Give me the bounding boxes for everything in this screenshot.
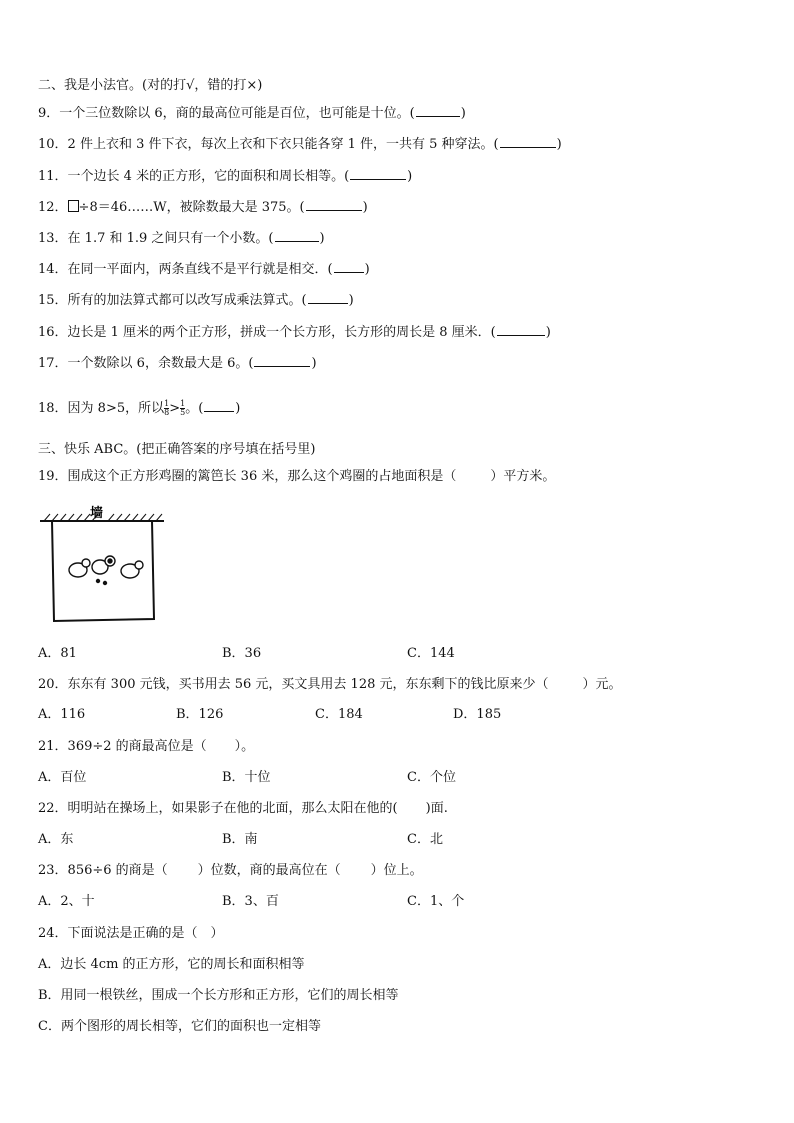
question-22: 22．明明站在操场上，如果影子在他的北面，那么太阳在他的( )面. — [38, 801, 448, 816]
q19-option-a[interactable]: A．81 — [38, 646, 77, 661]
question-18: 18．因为 8>5，所以 $\frac{1}{8}$ > $\frac{1}{5}$ 。( ) — [38, 399, 241, 417]
question-9: 9．一个三位数除以 6，商的最高位可能是百位，也可能是十位。( ) — [38, 103, 466, 123]
answer-blank[interactable] — [254, 353, 310, 367]
question-text: 一个三位数除以 6，商的最高位可能是百位，也可能是十位。( — [59, 106, 415, 121]
question-text: 20．东东有 300 元钱，买书用去 56 元，买文具用去 128 元，东东剩下的钱比原来少（ — [38, 677, 549, 692]
q20-option-d[interactable]: D．185 — [453, 707, 502, 722]
question-text: 21．369÷2 的商最高位是（ — [38, 739, 207, 754]
question-text: ÷8＝46……W，被除数最大是 375。( — [78, 200, 305, 215]
question-text: 一个边长 4 米的正方形，它的面积和周长相等。( — [67, 169, 350, 184]
fraction-one-fifth: $\frac{1}{5}$ — [180, 399, 186, 417]
chicken-pen-figure — [38, 503, 168, 625]
q21-option-b[interactable]: B．十位 — [222, 770, 271, 785]
q20-option-b[interactable]: B．126 — [176, 707, 224, 722]
q23-option-c[interactable]: C．1、个 — [407, 894, 465, 909]
question-16: 16．边长是 1 厘米的两个正方形，拼成一个长方形，长方形的周长是 8 厘米．( ) — [38, 322, 551, 342]
q22-option-c[interactable]: C．北 — [407, 832, 443, 847]
answer-blank[interactable] — [497, 322, 545, 336]
question-text: 所有的加法算式都可以改写成乘法算式。( — [67, 293, 307, 308]
q22-option-a[interactable]: A．东 — [38, 832, 74, 847]
q24-option-a[interactable]: A．边长 4cm 的正方形，它的周长和面积相等 — [38, 957, 305, 972]
question-11: 11．一个边长 4 米的正方形，它的面积和周长相等。( ) — [38, 166, 412, 186]
answer-blank[interactable] — [350, 166, 406, 180]
question-23: 23．856÷6 的商是（ ）位数，商的最高位在（ ）位上。 — [38, 863, 423, 878]
answer-blank[interactable] — [306, 197, 362, 211]
question-text: 在同一平面内，两条直线不是平行就是相交．( — [67, 262, 333, 277]
q19-option-b[interactable]: B．36 — [222, 646, 262, 661]
question-12: 12． ÷8＝46……W，被除数最大是 375。( ) — [38, 197, 368, 217]
question-10: 10．2 件上衣和 3 件下衣，每次上衣和下衣只能各穿 1 件，一共有 5 种穿法。( ) — [38, 134, 562, 154]
question-21: 21．369÷2 的商最高位是（ ）。 — [38, 739, 255, 754]
chickens-icon — [69, 556, 143, 585]
q20-option-c[interactable]: C．184 — [315, 707, 363, 722]
q24-option-b[interactable]: B．用同一根铁丝，围成一个长方形和正方形，它们的周长相等 — [38, 988, 399, 1003]
empty-box-icon — [68, 200, 79, 212]
question-19: 19．围成这个正方形鸡圈的篱笆长 36 米，那么这个鸡圈的占地面积是（ ）平方米。 — [38, 469, 556, 484]
question-text: 在 1.7 和 1.9 之间只有一个小数。( — [67, 231, 274, 246]
q20-option-a[interactable]: A．116 — [38, 707, 86, 722]
answer-blank[interactable] — [204, 398, 234, 412]
q23-option-b[interactable]: B．3、百 — [222, 894, 279, 909]
question-24: 24．下面说法是正确的是（ ） — [38, 926, 224, 941]
answer-blank[interactable] — [500, 134, 556, 148]
question-13: 13．在 1.7 和 1.9 之间只有一个小数。( ) — [38, 228, 325, 248]
question-text: 2 件上衣和 3 件下衣，每次上衣和下衣只能各穿 1 件，一共有 5 种穿法。( — [67, 137, 499, 152]
q19-option-c[interactable]: C．144 — [407, 646, 455, 661]
question-text: 22．明明站在操场上，如果影子在他的北面，那么太阳在他的( — [38, 801, 398, 816]
question-14: 14．在同一平面内，两条直线不是平行就是相交．( ) — [38, 259, 370, 279]
question-15: 15．所有的加法算式都可以改写成乘法算式。( ) — [38, 290, 354, 310]
answer-blank[interactable] — [308, 290, 348, 304]
section-2-heading: 二、我是小法官。(对的打√，错的打×) — [38, 78, 263, 93]
q21-option-a[interactable]: A．百位 — [38, 770, 87, 785]
answer-blank[interactable] — [416, 103, 460, 117]
question-text: 一个数除以 6，余数最大是 6。( — [67, 356, 254, 371]
fraction-one-eighth: $\frac{1}{8}$ — [164, 399, 170, 417]
q24-option-c[interactable]: C．两个图形的周长相等，它们的面积也一定相等 — [38, 1019, 321, 1034]
question-text: 19．围成这个正方形鸡圈的篱笆长 36 米，那么这个鸡圈的占地面积是（ — [38, 469, 457, 484]
question-17: 17．一个数除以 6，余数最大是 6。( ) — [38, 353, 317, 373]
answer-blank[interactable] — [334, 259, 364, 273]
q21-option-c[interactable]: C．个位 — [407, 770, 456, 785]
question-number: 9． — [38, 106, 60, 121]
question-text: 边长是 1 厘米的两个正方形，拼成一个长方形，长方形的周长是 8 厘米．( — [67, 325, 496, 340]
wall-label: 墙 — [90, 506, 104, 521]
question-20: 20．东东有 300 元钱，买书用去 56 元，买文具用去 128 元，东东剩下的钱比原来少（ ）元。 — [38, 677, 622, 692]
section-3-heading: 三、快乐 ABC。(把正确答案的序号填在括号里) — [38, 442, 316, 457]
question-text: 因为 8>5，所以 — [67, 401, 165, 416]
q23-option-a[interactable]: A．2、十 — [38, 894, 95, 909]
answer-blank[interactable] — [275, 228, 319, 242]
question-text: 23．856÷6 的商是（ — [38, 863, 168, 878]
q22-option-b[interactable]: B．南 — [222, 832, 258, 847]
